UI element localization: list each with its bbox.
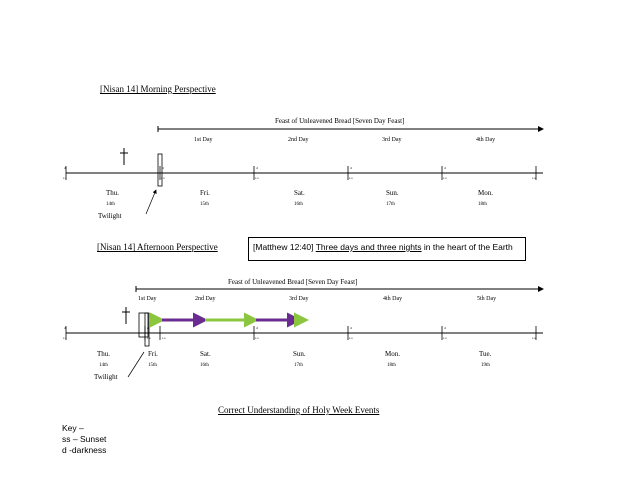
tick-mark-label: d <box>64 166 66 170</box>
twilight-pointer <box>146 190 156 214</box>
tick-mark-label: s s <box>162 336 166 340</box>
afternoon-day-name: Tue. <box>479 350 492 358</box>
afternoon-feast-day: 3rd Day <box>289 296 309 302</box>
afternoon-day-name: Sat. <box>200 350 211 358</box>
twilight-pointer <box>128 352 144 377</box>
tick-mark-label: d <box>350 326 352 330</box>
morning-day-name: Fri. <box>200 189 210 197</box>
tick-mark-label: d <box>64 326 66 330</box>
morning-twilight-label: Twilight <box>98 212 122 220</box>
key-darkness: d -darkness <box>62 445 107 455</box>
morning-day-date: 15th <box>200 202 209 207</box>
tick-mark-label: s s <box>147 336 151 340</box>
morning-day-name: Sun. <box>386 189 399 197</box>
tick-mark-label: s s <box>63 176 67 180</box>
key-sunset: ss – Sunset <box>62 434 107 444</box>
tick-mark-label: d <box>147 326 149 330</box>
tick-mark-label: s s <box>255 336 259 340</box>
morning-feast-day: 1st Day <box>194 137 213 143</box>
key-heading: Key – <box>62 423 84 433</box>
afternoon-day-date: 16th <box>200 363 209 368</box>
tick-mark-label: s s <box>255 176 259 180</box>
tick-mark-label: d <box>444 326 446 330</box>
afternoon-day-date: 18th <box>387 363 396 368</box>
tick-mark-label: d <box>162 166 164 170</box>
afternoon-feast-day: 5th Day <box>477 296 497 302</box>
tick-mark-label: d <box>256 326 258 330</box>
cross-icon <box>120 148 128 165</box>
tick-mark-label: s s <box>161 176 165 180</box>
tick-mark-label: d <box>444 166 446 170</box>
tick-mark-label: s s <box>532 176 536 180</box>
scripture-ref: [Matthew 12:40] <box>253 242 314 252</box>
morning-feast-label: Feast of Unleavened Bread [Seven Day Feast] <box>275 117 405 125</box>
afternoon-day-name: Fri. <box>148 350 158 358</box>
afternoon-day-date: 19th <box>481 363 490 368</box>
afternoon-feast-day: 2nd Day <box>195 296 216 302</box>
tick-mark-label: d <box>256 166 258 170</box>
tick-mark-label: s s <box>532 336 536 340</box>
tick-mark-label: s s <box>349 336 353 340</box>
morning-feast-day: 3rd Day <box>382 137 402 143</box>
morning-day-date: 16th <box>294 202 303 207</box>
afternoon-day-date: 15th <box>148 363 157 368</box>
morning-title: [Nisan 14] Morning Perspective <box>100 84 216 94</box>
scripture-note <box>248 237 526 261</box>
tick-mark-label: s s <box>349 176 353 180</box>
afternoon-day-name: Mon. <box>385 350 400 358</box>
scripture-text: Three days and three nights <box>315 242 422 252</box>
cross-icon <box>122 307 130 324</box>
morning-day-date: 14th <box>106 202 115 207</box>
afternoon-twilight-label: Twilight <box>94 373 118 381</box>
morning-day-date: 18th <box>478 202 487 207</box>
tick-mark-label: d <box>350 166 352 170</box>
afternoon-day-name: Sun. <box>293 350 306 358</box>
tick-mark-label: s s <box>443 176 447 180</box>
scripture-rest: in the heart of the Earth <box>423 242 513 252</box>
morning-feast-day: 4th Day <box>476 137 496 143</box>
afternoon-feast-day: 1st Day <box>138 296 157 302</box>
afternoon-title: [Nisan 14] Afternoon Perspective <box>97 242 218 252</box>
afternoon-feast-day: 4th Day <box>383 296 403 302</box>
afternoon-day-date: 17th <box>294 363 303 368</box>
morning-day-name: Thu. <box>106 189 120 197</box>
afternoon-day-name: Thu. <box>97 350 111 358</box>
afternoon-day-date: 14th <box>99 363 108 368</box>
morning-day-name: Sat. <box>294 189 305 197</box>
morning-day-date: 17th <box>386 202 395 207</box>
footer-title: Correct Understanding of Holy Week Events <box>218 405 380 415</box>
tick-mark-label: s s <box>63 336 67 340</box>
afternoon-feast-label: Feast of Unleavened Bread [Seven Day Feast] <box>228 278 358 286</box>
tick-mark-label: s s <box>443 336 447 340</box>
morning-feast-day: 2nd Day <box>288 137 309 143</box>
morning-day-name: Mon. <box>478 189 493 197</box>
